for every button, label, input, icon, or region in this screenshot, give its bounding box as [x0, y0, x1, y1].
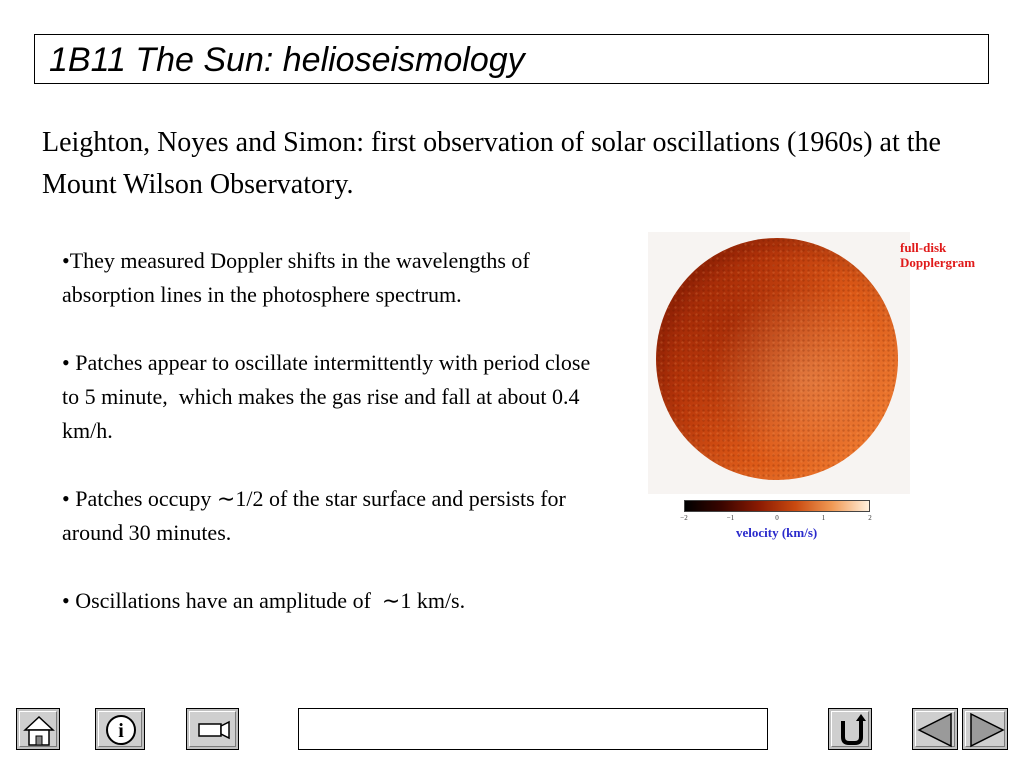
title-box	[34, 34, 989, 84]
intro-text: Leighton, Noyes and Simon: first observation of solar oscillations (1960s) at the Mount Wilson Observatory.	[42, 127, 941, 200]
previous-button[interactable]	[912, 708, 958, 750]
info-icon	[96, 709, 146, 751]
dopplergram-figure	[648, 232, 993, 552]
svg-text:i: i	[118, 720, 124, 742]
colorbar-ticks	[680, 514, 872, 524]
colorbar-tick: 1	[821, 514, 826, 522]
status-field	[298, 708, 768, 750]
colorbar-tick: 0	[775, 514, 779, 522]
sun-granulation-texture	[656, 238, 898, 480]
bullet-item: • Patches appear to oscillate intermittently with period close to 5 minute, which makes the gas rise and fall at about 0.4 km/h.	[62, 350, 596, 443]
colorbar-tick: 2	[868, 514, 872, 522]
return-icon	[829, 709, 873, 751]
info-button[interactable]	[95, 708, 145, 750]
camera-button[interactable]	[186, 708, 239, 750]
previous-icon	[913, 709, 959, 751]
return-button[interactable]	[828, 708, 872, 750]
camera-icon	[187, 709, 240, 751]
slide-title: 1B11 The Sun: helioseismology	[49, 41, 525, 79]
colorbar-label: velocity (km/s)	[736, 525, 818, 540]
colorbar-tick: −2	[680, 514, 688, 522]
next-icon	[963, 709, 1009, 751]
figure-label: full-disk Dopplergram	[900, 240, 976, 270]
home-button[interactable]	[16, 708, 60, 750]
next-button[interactable]	[962, 708, 1008, 750]
bullet-list	[62, 244, 607, 652]
home-icon	[17, 709, 61, 751]
bullet-item: • Patches occupy ∼1/2 of the star surface and persists for around 30 minutes.	[62, 486, 572, 545]
colorbar-tick: −1	[726, 514, 735, 522]
bullet-item: • Oscillations have an amplitude of ∼1 km/s.	[62, 588, 466, 613]
velocity-colorbar	[684, 500, 870, 512]
bullet-item: •They measured Doppler shifts in the wavelengths of absorption lines in the photosphere spectrum.	[62, 248, 536, 307]
